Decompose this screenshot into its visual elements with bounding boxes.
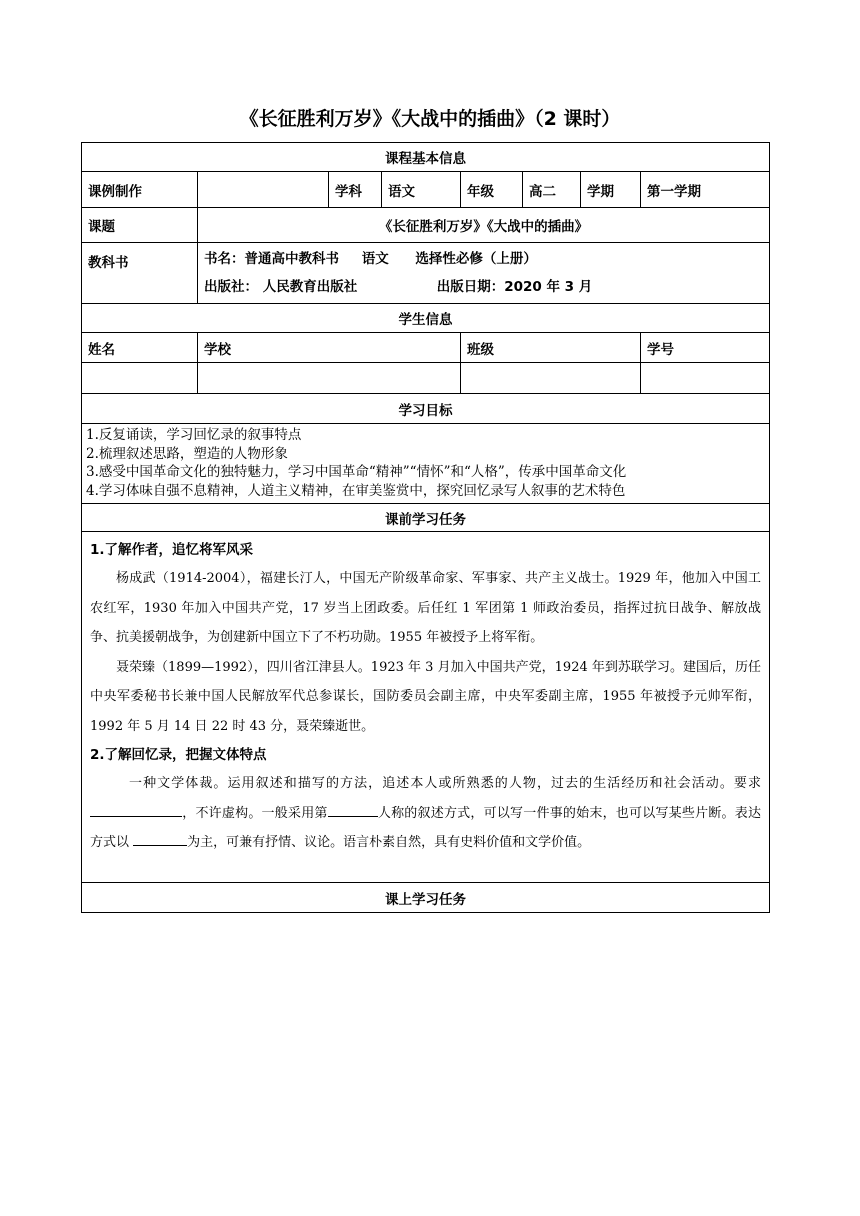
book-subject: 语文 — [361, 251, 389, 267]
school-label: 学校 — [198, 333, 461, 363]
goals-list — [82, 424, 770, 504]
school-field[interactable] — [198, 363, 461, 394]
lesson-plan-table — [81, 142, 770, 913]
goal-item: 3.感受中国革命文化的独特魅力，学习中国革命“精神”“情怀”和“人格”，传承中国革命文化 — [86, 464, 627, 480]
author-label: 课例制作 — [82, 172, 198, 208]
id-field[interactable] — [641, 363, 770, 394]
textbook-details — [198, 243, 770, 304]
subject-value: 语文 — [382, 172, 461, 208]
class-field[interactable] — [461, 363, 641, 394]
id-label: 学号 — [641, 333, 770, 363]
topic-label: 课题 — [82, 208, 198, 243]
name-field[interactable] — [82, 363, 198, 394]
author-bio-nie: 聂荣臻（1899—1992），四川省江津县人。1923 年 3 月加入中国共产党，1924 年到苏联学习。建国后，历任中央军委秘书长兼中国人民解放军代总参谋长，国防委员会副主席，中央军委副主席，1955 年被授予元帅军衔，1992 年 5 月 14 日 22 时 43 分，聂荣臻逝世。 — [90, 659, 761, 734]
in-class-header: 课上学习任务 — [82, 883, 770, 913]
goal-item: 1.反复诵读，学习回忆录的叙事特点 — [86, 427, 302, 443]
section-memoir-title: 2.了解回忆录，把握文体特点 — [90, 747, 267, 763]
course-info-header: 课程基本信息 — [82, 143, 770, 172]
term-value: 第一学期 — [641, 172, 770, 208]
pre-tasks-content — [82, 532, 770, 883]
goal-item: 4.学习体味自强不息精神，人道主义精神，在审美鉴赏中，探究回忆录写人叙事的艺术特色 — [86, 482, 626, 499]
class-label: 班级 — [461, 333, 641, 363]
topic-value: 《长征胜利万岁》《大战中的插曲》 — [198, 208, 770, 243]
name-label: 姓名 — [82, 333, 198, 363]
book-name: 书名：普通高中教科书 — [204, 251, 339, 267]
book-pub-date: 出版日期：2020 年 3 月 — [436, 279, 593, 295]
textbook-label: 教科书 — [82, 243, 198, 304]
subject-label: 学科 — [329, 172, 382, 208]
grade-value: 高二 — [523, 172, 581, 208]
book-publisher: 出版社： 人民教育出版社 — [204, 279, 358, 295]
section-author-title: 1.了解作者，追忆将军风采 — [90, 542, 254, 558]
author-bio-yang: 杨成武（1914-2004），福建长汀人，中国无产阶级革命家、军事家、共产主义战士。1929 年，他加入中国工农红军，1930 年加入中国共产党，17 岁当上团政委。后任红 1 军团第 1 师政治委员，指挥过抗日战争、解放战争、抗美援朝战争，为创建新中国立下了不朽功勋。1955 年被授予上将军衔。 — [90, 571, 761, 645]
document-title: 《长征胜利万岁》《大战中的插曲》（2 课时） — [239, 108, 621, 130]
fill-blank-expression[interactable] — [133, 831, 187, 846]
goal-item: 2.梳理叙述思路，塑造的人物形象 — [86, 445, 288, 462]
memoir-definition: 一种文学体裁。运用叙述和描写的方法，追述本人或所熟悉的人物，过去的生活经历和社会活动。要求，不许虚构。一般采用第 人称的叙述方式，可以写一件事的始末，也可以写某些片断。表达方式以 为主，可兼有抒情、议论。语言朴素自然，具有史料价值和文学价值。 — [90, 776, 761, 850]
book-volume: 选择性必修（上册） — [415, 251, 537, 267]
fill-blank-requirement[interactable] — [90, 802, 182, 817]
student-info-header: 学生信息 — [82, 304, 770, 333]
grade-label: 年级 — [461, 172, 523, 208]
term-label: 学期 — [581, 172, 641, 208]
fill-blank-person[interactable] — [328, 802, 378, 817]
goals-header: 学习目标 — [82, 394, 770, 424]
pre-tasks-header: 课前学习任务 — [82, 504, 770, 532]
author-value — [198, 172, 329, 208]
